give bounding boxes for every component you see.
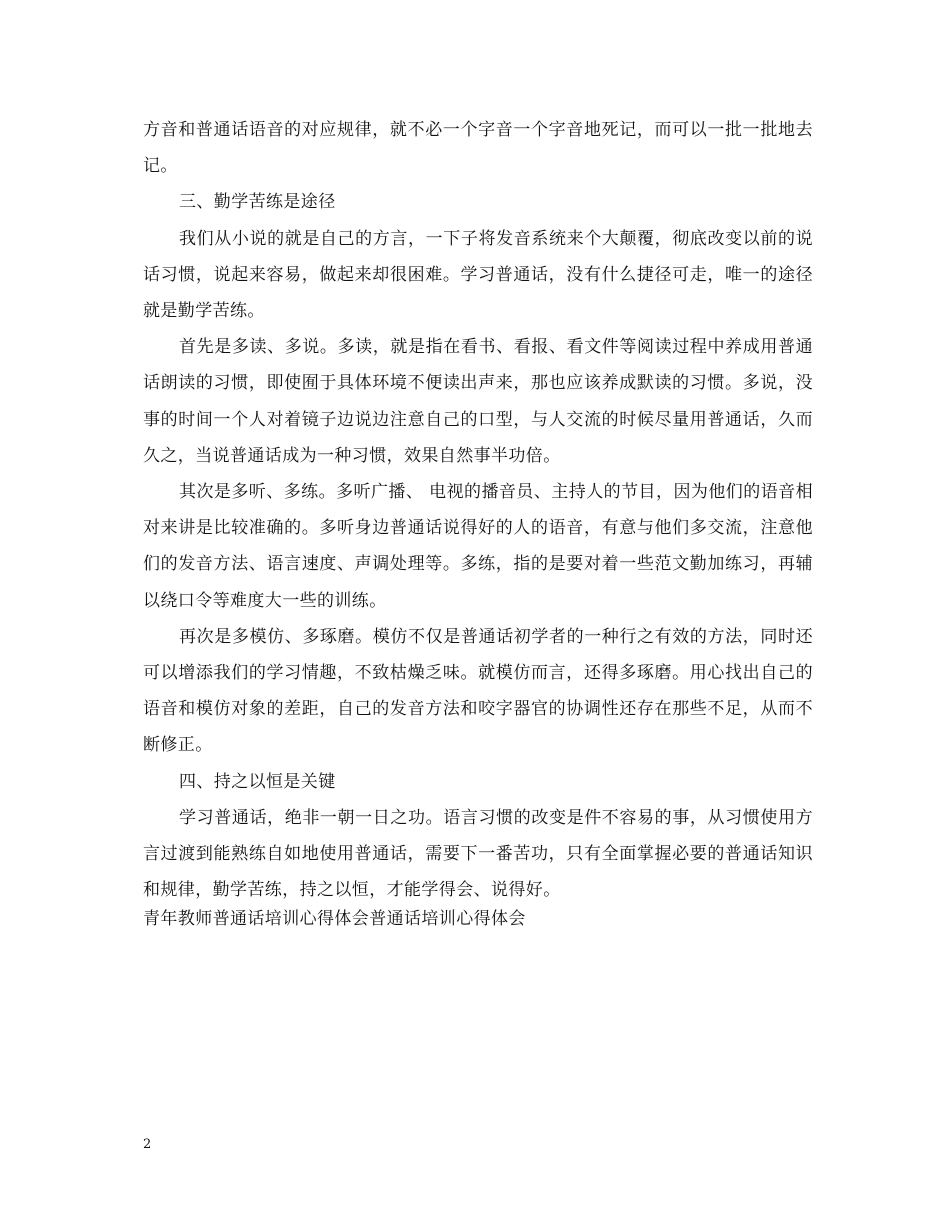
body-paragraph: 学习普通话，绝非一朝一日之功。语言习惯的改变是件不容易的事，从习惯使用方言过渡到能熟练自如地使用普通话，需要下一番苦功，只有全面掌握必要的普通话知识和规律，勤学苦练，持之以恒，才能学得会、说得好。 <box>143 807 813 901</box>
document-footer-title: 青年教师普通话培训心得体会普通话培训心得体会 <box>143 909 526 930</box>
section-heading-3: 三、勤学苦练是途径 <box>179 192 336 213</box>
body-paragraph: 再次是多模仿、多琢磨。模仿不仅是普通话初学者的一种行之有效的方法，同时还可以增添我们的学习情趣，不致枯燥乏味。就模仿而言，还得多琢磨。用心找出自己的语音和模仿对象的差距，自己的发音方法和咬字器官的协调性还存在那些不足，从而不断修正。 <box>143 626 813 756</box>
body-paragraph: 我们从小说的就是自己的方言，一下子将发音系统来个大颠覆，彻底改变以前的说话习惯，说起来容易，做起来却很困难。学习普通话，没有什么捷径可走，唯一的途径就是勤学苦练。 <box>143 228 813 322</box>
section-heading-4: 四、持之以恒是关键 <box>179 771 336 792</box>
document-body <box>143 112 813 930</box>
page-number: 2 <box>143 1137 152 1152</box>
body-paragraph: 首先是多读、多说。多读，就是指在看书、看报、看文件等阅读过程中养成用普通话朗读的习惯，即使囿于具体环境不便读出声来，那也应该养成默读的习惯。多说，没事的时间一个人对着镜子边说边注意自己的口型，与人交流的时候尽量用普通话，久而久之，当说普通话成为一种习惯，效果自然事半功倍。 <box>143 337 813 466</box>
continuation-paragraph: 方音和普通话语音的对应规律，就不必一个字音一个字音地死记，而可以一批一批地去记。 <box>143 120 813 177</box>
body-paragraph: 其次是多听、多练。多听广播、 电视的播音员、主持人的节目，因为他们的语音相对来讲是比较准确的。多听身边普通话说得好的人的语音，有意与他们多交流，注意他们的发音方法、语言速度、声调处理等。多练，指的是要对着一些范文勤加练习，再辅以绕口令等难度大一些的训练。 <box>143 482 813 611</box>
